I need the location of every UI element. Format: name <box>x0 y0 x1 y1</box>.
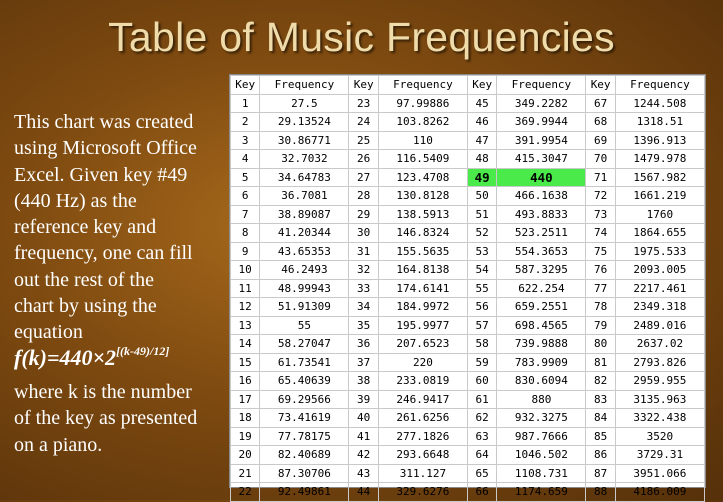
frequency-cell: 41.20344 <box>260 224 349 243</box>
key-cell: 17 <box>231 390 260 409</box>
equation-exponent: [(k-49)/12] <box>116 344 170 358</box>
table-row <box>231 464 705 483</box>
key-cell: 18 <box>231 409 260 428</box>
frequency-cell: 698.4565 <box>497 316 586 335</box>
key-cell: 69 <box>586 131 615 150</box>
key-cell: 63 <box>467 427 496 446</box>
frequency-cell: 146.8324 <box>378 224 467 243</box>
key-cell: 54 <box>467 261 496 280</box>
key-cell: 78 <box>586 298 615 317</box>
description-line: chart by using the <box>14 295 157 318</box>
frequency-cell: 32.7032 <box>260 150 349 169</box>
table-row <box>231 316 705 335</box>
key-cell: 34 <box>349 298 378 317</box>
key-cell: 82 <box>586 372 615 391</box>
frequency-cell: 55 <box>260 316 349 335</box>
key-cell: 75 <box>586 242 615 261</box>
description-line: on a piano. <box>14 433 103 456</box>
key-cell: 83 <box>586 390 615 409</box>
key-cell: 21 <box>231 464 260 483</box>
frequency-cell: 1567.982 <box>615 168 704 187</box>
key-cell: 74 <box>586 224 615 243</box>
frequency-cell: 110 <box>378 131 467 150</box>
frequency-cell: 43.65353 <box>260 242 349 261</box>
description-text-after <box>14 379 229 458</box>
key-cell: 45 <box>467 94 496 113</box>
key-cell: 29 <box>349 205 378 224</box>
key-cell: 47 <box>467 131 496 150</box>
key-cell: 16 <box>231 372 260 391</box>
description-line: reference key and <box>14 216 157 239</box>
frequency-cell: 2349.318 <box>615 298 704 317</box>
frequency-cell: 311.127 <box>378 464 467 483</box>
frequency-cell: 622.254 <box>497 279 586 298</box>
key-cell: 65 <box>467 464 496 483</box>
frequency-cell: 103.8262 <box>378 113 467 132</box>
equation-base: f(k)=440×2 <box>14 345 117 370</box>
table-row <box>231 279 705 298</box>
key-cell: 24 <box>349 113 378 132</box>
frequency-cell: 3729.31 <box>615 446 704 465</box>
header-frequency: Frequency <box>615 76 704 95</box>
frequency-cell: 440 <box>497 168 586 187</box>
frequency-cell: 82.40689 <box>260 446 349 465</box>
key-cell: 6 <box>231 187 260 206</box>
description-line: out the rest of the <box>14 268 154 291</box>
table-row <box>231 353 705 372</box>
frequency-cell: 29.13524 <box>260 113 349 132</box>
key-cell: 49 <box>467 168 496 187</box>
key-cell: 38 <box>349 372 378 391</box>
frequency-cell: 77.78175 <box>260 427 349 446</box>
frequency-cell: 2959.955 <box>615 372 704 391</box>
header-key: Key <box>467 76 496 95</box>
frequency-cell: 2489.016 <box>615 316 704 335</box>
description-line: using Microsoft Office <box>14 137 197 160</box>
table-row <box>231 261 705 280</box>
key-cell: 4 <box>231 150 260 169</box>
frequency-cell: 391.9954 <box>497 131 586 150</box>
key-cell: 19 <box>231 427 260 446</box>
frequency-cell: 3520 <box>615 427 704 446</box>
frequency-cell: 880 <box>497 390 586 409</box>
key-cell: 8 <box>231 224 260 243</box>
key-cell: 51 <box>467 205 496 224</box>
frequency-cell: 27.5 <box>260 94 349 113</box>
key-cell: 5 <box>231 168 260 187</box>
key-cell: 46 <box>467 113 496 132</box>
frequency-equation <box>14 344 169 371</box>
key-cell: 41 <box>349 427 378 446</box>
key-cell: 67 <box>586 94 615 113</box>
key-cell: 11 <box>231 279 260 298</box>
frequency-cell: 3951.066 <box>615 464 704 483</box>
frequency-cell: 349.2282 <box>497 94 586 113</box>
key-cell: 87 <box>586 464 615 483</box>
frequency-table-container <box>229 74 706 499</box>
key-cell: 77 <box>586 279 615 298</box>
frequency-cell: 1046.502 <box>497 446 586 465</box>
frequency-cell: 277.1826 <box>378 427 467 446</box>
table-row <box>231 131 705 150</box>
frequency-cell: 184.9972 <box>378 298 467 317</box>
frequency-cell: 2793.826 <box>615 353 704 372</box>
table-header-row <box>231 76 705 95</box>
key-cell: 35 <box>349 316 378 335</box>
header-frequency: Frequency <box>260 76 349 95</box>
key-cell: 50 <box>467 187 496 206</box>
frequency-cell: 554.3653 <box>497 242 586 261</box>
header-frequency: Frequency <box>378 76 467 95</box>
key-cell: 13 <box>231 316 260 335</box>
frequency-cell: 415.3047 <box>497 150 586 169</box>
frequency-cell: 2637.02 <box>615 335 704 354</box>
frequency-cell: 73.41619 <box>260 409 349 428</box>
table-row <box>231 427 705 446</box>
key-cell: 53 <box>467 242 496 261</box>
key-cell: 79 <box>586 316 615 335</box>
key-cell: 48 <box>467 150 496 169</box>
table-row <box>231 242 705 261</box>
frequency-cell: 34.64783 <box>260 168 349 187</box>
frequency-cell: 58.27047 <box>260 335 349 354</box>
frequency-cell: 233.0819 <box>378 372 467 391</box>
table-row <box>231 409 705 428</box>
key-cell: 27 <box>349 168 378 187</box>
frequency-cell: 523.2511 <box>497 224 586 243</box>
frequency-cell: 1760 <box>615 205 704 224</box>
frequency-cell: 659.2551 <box>497 298 586 317</box>
key-cell: 80 <box>586 335 615 354</box>
key-cell: 14 <box>231 335 260 354</box>
key-cell: 36 <box>349 335 378 354</box>
key-cell: 9 <box>231 242 260 261</box>
frequency-cell: 46.2493 <box>260 261 349 280</box>
frequency-table <box>230 75 705 502</box>
frequency-cell: 3322.438 <box>615 409 704 428</box>
frequency-cell: 466.1638 <box>497 187 586 206</box>
key-cell: 60 <box>467 372 496 391</box>
table-row <box>231 298 705 317</box>
frequency-cell: 207.6523 <box>378 335 467 354</box>
table-body <box>231 94 705 501</box>
header-frequency: Frequency <box>497 76 586 95</box>
frequency-cell: 92.49861 <box>260 483 349 502</box>
table-row <box>231 335 705 354</box>
key-cell: 23 <box>349 94 378 113</box>
key-cell: 31 <box>349 242 378 261</box>
frequency-cell: 174.6141 <box>378 279 467 298</box>
description-line: Excel. Given key #49 <box>14 163 188 186</box>
frequency-cell: 4186.009 <box>615 483 704 502</box>
frequency-cell: 246.9417 <box>378 390 467 409</box>
frequency-cell: 739.9888 <box>497 335 586 354</box>
description-line: (440 Hz) as the <box>14 189 137 212</box>
frequency-cell: 987.7666 <box>497 427 586 446</box>
frequency-cell: 38.89087 <box>260 205 349 224</box>
table-row <box>231 483 705 502</box>
key-cell: 84 <box>586 409 615 428</box>
table-row <box>231 94 705 113</box>
header-key: Key <box>586 76 615 95</box>
key-cell: 37 <box>349 353 378 372</box>
frequency-cell: 830.6094 <box>497 372 586 391</box>
description-text <box>14 109 226 346</box>
key-cell: 44 <box>349 483 378 502</box>
key-cell: 15 <box>231 353 260 372</box>
frequency-cell: 97.99886 <box>378 94 467 113</box>
key-cell: 10 <box>231 261 260 280</box>
key-cell: 59 <box>467 353 496 372</box>
frequency-cell: 65.40639 <box>260 372 349 391</box>
frequency-cell: 493.8833 <box>497 205 586 224</box>
header-key: Key <box>349 76 378 95</box>
frequency-cell: 1108.731 <box>497 464 586 483</box>
slide-title: Table of Music Frequencies <box>108 14 615 60</box>
table-row <box>231 372 705 391</box>
key-cell: 40 <box>349 409 378 428</box>
frequency-cell: 1975.533 <box>615 242 704 261</box>
key-cell: 57 <box>467 316 496 335</box>
key-cell: 76 <box>586 261 615 280</box>
key-cell: 68 <box>586 113 615 132</box>
frequency-cell: 783.9909 <box>497 353 586 372</box>
frequency-cell: 1318.51 <box>615 113 704 132</box>
key-cell: 62 <box>467 409 496 428</box>
frequency-cell: 369.9944 <box>497 113 586 132</box>
frequency-cell: 220 <box>378 353 467 372</box>
frequency-cell: 3135.963 <box>615 390 704 409</box>
header-key: Key <box>231 76 260 95</box>
description-line: where k is the number <box>14 381 192 403</box>
frequency-cell: 1174.659 <box>497 483 586 502</box>
key-cell: 12 <box>231 298 260 317</box>
key-cell: 2 <box>231 113 260 132</box>
description-line: equation <box>14 321 83 344</box>
key-cell: 33 <box>349 279 378 298</box>
key-cell: 71 <box>586 168 615 187</box>
key-cell: 32 <box>349 261 378 280</box>
key-cell: 58 <box>467 335 496 354</box>
table-row <box>231 150 705 169</box>
key-cell: 28 <box>349 187 378 206</box>
table-row <box>231 390 705 409</box>
description-line: frequency, one can fill <box>14 242 193 265</box>
frequency-cell: 30.86771 <box>260 131 349 150</box>
table-row <box>231 205 705 224</box>
key-cell: 25 <box>349 131 378 150</box>
frequency-cell: 87.30706 <box>260 464 349 483</box>
key-cell: 86 <box>586 446 615 465</box>
frequency-cell: 1864.655 <box>615 224 704 243</box>
frequency-cell: 261.6256 <box>378 409 467 428</box>
frequency-cell: 587.3295 <box>497 261 586 280</box>
frequency-cell: 195.9977 <box>378 316 467 335</box>
frequency-cell: 116.5409 <box>378 150 467 169</box>
key-cell: 55 <box>467 279 496 298</box>
frequency-cell: 329.6276 <box>378 483 467 502</box>
frequency-cell: 138.5913 <box>378 205 467 224</box>
key-cell: 64 <box>467 446 496 465</box>
frequency-cell: 69.29566 <box>260 390 349 409</box>
frequency-cell: 1479.978 <box>615 150 704 169</box>
key-cell: 42 <box>349 446 378 465</box>
description-line: of the key as presented <box>14 407 198 430</box>
key-cell: 30 <box>349 224 378 243</box>
key-cell: 66 <box>467 483 496 502</box>
frequency-cell: 1396.913 <box>615 131 704 150</box>
frequency-cell: 130.8128 <box>378 187 467 206</box>
key-cell: 26 <box>349 150 378 169</box>
key-cell: 20 <box>231 446 260 465</box>
key-cell: 88 <box>586 483 615 502</box>
key-cell: 39 <box>349 390 378 409</box>
frequency-cell: 1661.219 <box>615 187 704 206</box>
key-cell: 72 <box>586 187 615 206</box>
table-row <box>231 168 705 187</box>
frequency-cell: 155.5635 <box>378 242 467 261</box>
key-cell: 61 <box>467 390 496 409</box>
frequency-cell: 2093.005 <box>615 261 704 280</box>
frequency-cell: 61.73541 <box>260 353 349 372</box>
description-line: This chart was created <box>14 111 194 133</box>
table-row <box>231 446 705 465</box>
frequency-cell: 293.6648 <box>378 446 467 465</box>
frequency-cell: 1244.508 <box>615 94 704 113</box>
table-row <box>231 224 705 243</box>
key-cell: 85 <box>586 427 615 446</box>
frequency-cell: 123.4708 <box>378 168 467 187</box>
table-row <box>231 187 705 206</box>
key-cell: 43 <box>349 464 378 483</box>
key-cell: 1 <box>231 94 260 113</box>
key-cell: 3 <box>231 131 260 150</box>
key-cell: 22 <box>231 483 260 502</box>
frequency-cell: 932.3275 <box>497 409 586 428</box>
key-cell: 70 <box>586 150 615 169</box>
frequency-cell: 36.7081 <box>260 187 349 206</box>
frequency-cell: 48.99943 <box>260 279 349 298</box>
key-cell: 56 <box>467 298 496 317</box>
key-cell: 81 <box>586 353 615 372</box>
frequency-cell: 2217.461 <box>615 279 704 298</box>
key-cell: 7 <box>231 205 260 224</box>
frequency-cell: 164.8138 <box>378 261 467 280</box>
key-cell: 73 <box>586 205 615 224</box>
key-cell: 52 <box>467 224 496 243</box>
table-row <box>231 113 705 132</box>
frequency-cell: 51.91309 <box>260 298 349 317</box>
